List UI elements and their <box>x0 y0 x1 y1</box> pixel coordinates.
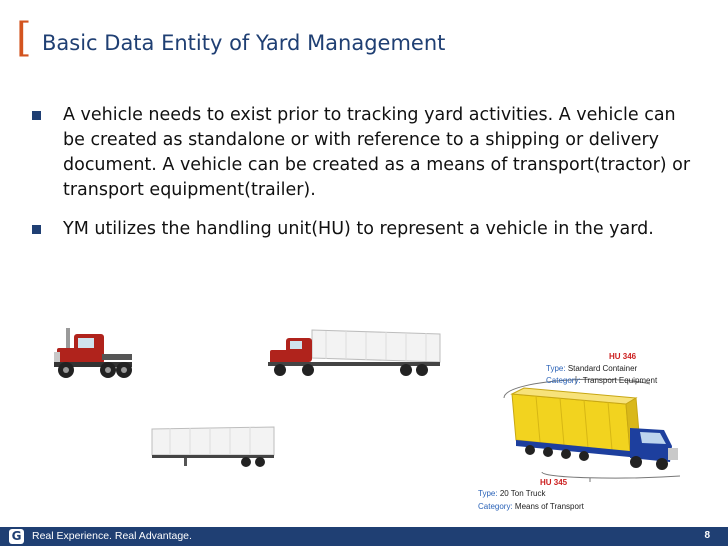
red-tractor-truck-image <box>52 326 134 382</box>
footer-tagline: Real Experience. Real Advantage. <box>32 530 192 542</box>
hu-346-type: Type: Standard Container <box>546 364 638 373</box>
company-logo-icon: G <box>9 529 24 544</box>
footer-bar <box>0 527 728 546</box>
bullet-item <box>30 217 700 242</box>
bullet-list <box>30 103 700 256</box>
truck-with-trailer-image <box>266 328 444 380</box>
bullet-item <box>30 103 700 203</box>
hu-346-category: Category: Transport Equipment <box>546 376 658 385</box>
hu-345-category: Category: Means of Transport <box>478 502 584 511</box>
square-bullet-icon <box>32 111 41 120</box>
hu-truck-container-diagram <box>490 370 696 482</box>
hu-345-type: Type: 20 Ton Truck <box>478 489 546 498</box>
title-bracket-decoration: [ <box>16 15 32 61</box>
square-bullet-icon <box>32 225 41 234</box>
hu-345-id: HU 345 <box>540 478 568 487</box>
hu-346-id: HU 346 <box>609 352 637 361</box>
bullet-text: A vehicle needs to exist prior to tracking yard activities. A vehicle can be created as standalone or with reference to a shipping or delivery document. A vehicle can be created as a means of transport(tractor) or transport equipment(trailer). <box>63 105 691 200</box>
bullet-text: YM utilizes the handling unit(HU) to represent a vehicle in the yard. <box>63 219 654 239</box>
white-trailer-image <box>150 425 278 469</box>
slide-title: Basic Data Entity of Yard Management <box>42 31 446 55</box>
page-number: 8 <box>704 530 710 541</box>
